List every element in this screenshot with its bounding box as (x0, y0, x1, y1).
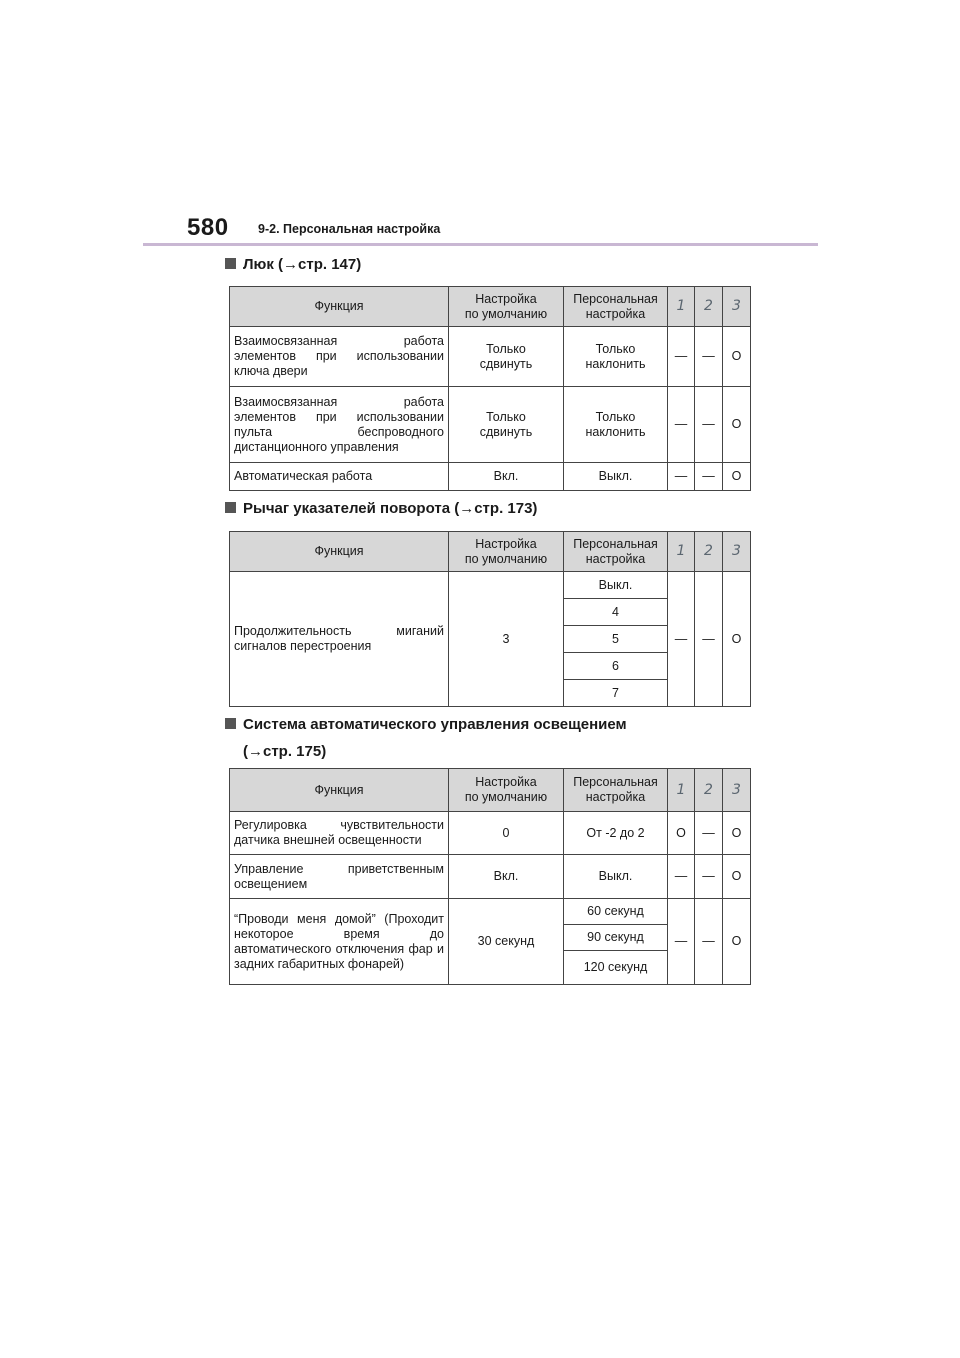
cell-function: Регулировка чувствительности датчика внешней освещенности (230, 812, 449, 855)
cell-default: Только сдвинуть (449, 327, 564, 387)
cell-function: Взаимосвязанная работа элементов при использовании пульта беспроводного дистанционного управления (230, 387, 449, 463)
cell-function: Управление приветственным освещением (230, 855, 449, 899)
mode-3-icon: 3 (732, 781, 741, 798)
col-default: Настройка по умолчанию (449, 532, 564, 572)
cell-default: Только сдвинуть (449, 387, 564, 463)
cell-function: Автоматическая работа (230, 463, 449, 491)
table-header-row (230, 532, 751, 572)
cell-mode-3: O (723, 327, 751, 387)
cell-mode-2: — (695, 899, 723, 985)
mode-3-icon: 3 (732, 298, 741, 314)
cell-custom: Только наклонить (564, 327, 668, 387)
cell-mode-1: — (668, 387, 695, 463)
table-lighting (229, 768, 751, 985)
col-custom: Персональная настройка (564, 532, 668, 572)
cell-custom: От -2 до 2 (564, 812, 668, 855)
mode-1-icon: 1 (676, 298, 686, 314)
cell-custom-option: 120 секунд (564, 951, 668, 985)
col-mode-2 (695, 769, 723, 812)
cell-default: Вкл. (449, 855, 564, 899)
cell-mode-3: O (723, 572, 751, 707)
table-row (230, 387, 751, 463)
cell-function: Взаимосвязанная работа элементов при использовании ключа двери (230, 327, 449, 387)
table-row (230, 899, 751, 925)
header-divider (143, 243, 818, 246)
bullet-square-icon (225, 258, 236, 269)
table-row (230, 327, 751, 387)
cell-custom: Только наклонить (564, 387, 668, 463)
col-function: Функция (230, 532, 449, 572)
cell-function: “Проводи меня домой” (Проходит некоторое время до автоматического отключения фар и задних габаритных фонарей) (230, 899, 449, 985)
col-mode-2 (695, 532, 723, 572)
cell-function: Продолжительность миганий сигналов перестроения (230, 572, 449, 707)
table-header-row (230, 769, 751, 812)
col-mode-2 (695, 287, 723, 327)
cell-custom-option: 60 секунд (564, 899, 668, 925)
cell-custom-option: 5 (564, 626, 668, 653)
cell-custom-option: 90 секунд (564, 925, 668, 951)
col-custom: Персональная настройка (564, 287, 668, 327)
cell-default: 0 (449, 812, 564, 855)
table-turn-signal (229, 531, 751, 707)
col-custom: Персональная настройка (564, 769, 668, 812)
cell-custom-option: 6 (564, 653, 668, 680)
page-number: 580 (187, 214, 229, 241)
cell-mode-2: — (695, 855, 723, 899)
col-mode-3 (723, 532, 751, 572)
table-row (230, 572, 751, 599)
table-header-row (230, 287, 751, 327)
table-row (230, 812, 751, 855)
col-mode-3 (723, 287, 751, 327)
cell-default: 3 (449, 572, 564, 707)
table-row (230, 855, 751, 899)
table-sunroof (229, 286, 751, 491)
col-mode-1 (668, 532, 695, 572)
cell-mode-1: — (668, 463, 695, 491)
cell-mode-1: O (668, 812, 695, 855)
col-mode-1 (668, 287, 695, 327)
cell-mode-1: — (668, 572, 695, 707)
col-mode-3 (723, 769, 751, 812)
cell-default: Вкл. (449, 463, 564, 491)
col-function: Функция (230, 287, 449, 327)
mode-2-icon: 2 (704, 781, 713, 798)
cell-mode-2: — (695, 812, 723, 855)
cell-mode-2: — (695, 327, 723, 387)
mode-1-icon: 1 (676, 543, 686, 559)
table-row (230, 463, 751, 491)
heading-text: Люк (→стр. 147) (243, 256, 362, 273)
col-default: Настройка по умолчанию (449, 769, 564, 812)
cell-custom-option: Выкл. (564, 572, 668, 599)
heading-lighting (225, 716, 627, 760)
bullet-square-icon (225, 718, 236, 729)
heading-text-cont: (→стр. 175) (243, 743, 327, 760)
cell-custom: Выкл. (564, 855, 668, 899)
cell-default: 30 секунд (449, 899, 564, 985)
heading-turn-signal (225, 500, 537, 517)
cell-mode-1: — (668, 899, 695, 985)
bullet-square-icon (225, 502, 236, 513)
heading-text: Рычаг указателей поворота (→стр. 173) (243, 500, 538, 517)
cell-mode-3: O (723, 812, 751, 855)
cell-mode-3: O (723, 855, 751, 899)
cell-custom-option: 4 (564, 599, 668, 626)
mode-2-icon: 2 (704, 543, 713, 559)
col-function: Функция (230, 769, 449, 812)
cell-mode-1: — (668, 327, 695, 387)
heading-sunroof (225, 256, 361, 273)
mode-3-icon: 3 (732, 543, 741, 559)
heading-text: Система автоматического управления освещением (243, 716, 627, 733)
cell-mode-1: — (668, 855, 695, 899)
cell-mode-3: O (723, 463, 751, 491)
mode-1-icon: 1 (676, 781, 686, 798)
cell-mode-3: O (723, 387, 751, 463)
cell-mode-2: — (695, 463, 723, 491)
col-default: Настройка по умолчанию (449, 287, 564, 327)
cell-mode-2: — (695, 387, 723, 463)
col-mode-1 (668, 769, 695, 812)
cell-mode-2: — (695, 572, 723, 707)
mode-2-icon: 2 (704, 298, 713, 314)
cell-mode-3: O (723, 899, 751, 985)
cell-custom-option: 7 (564, 680, 668, 707)
cell-custom: Выкл. (564, 463, 668, 491)
section-title: 9-2. Персональная настройка (258, 222, 441, 236)
